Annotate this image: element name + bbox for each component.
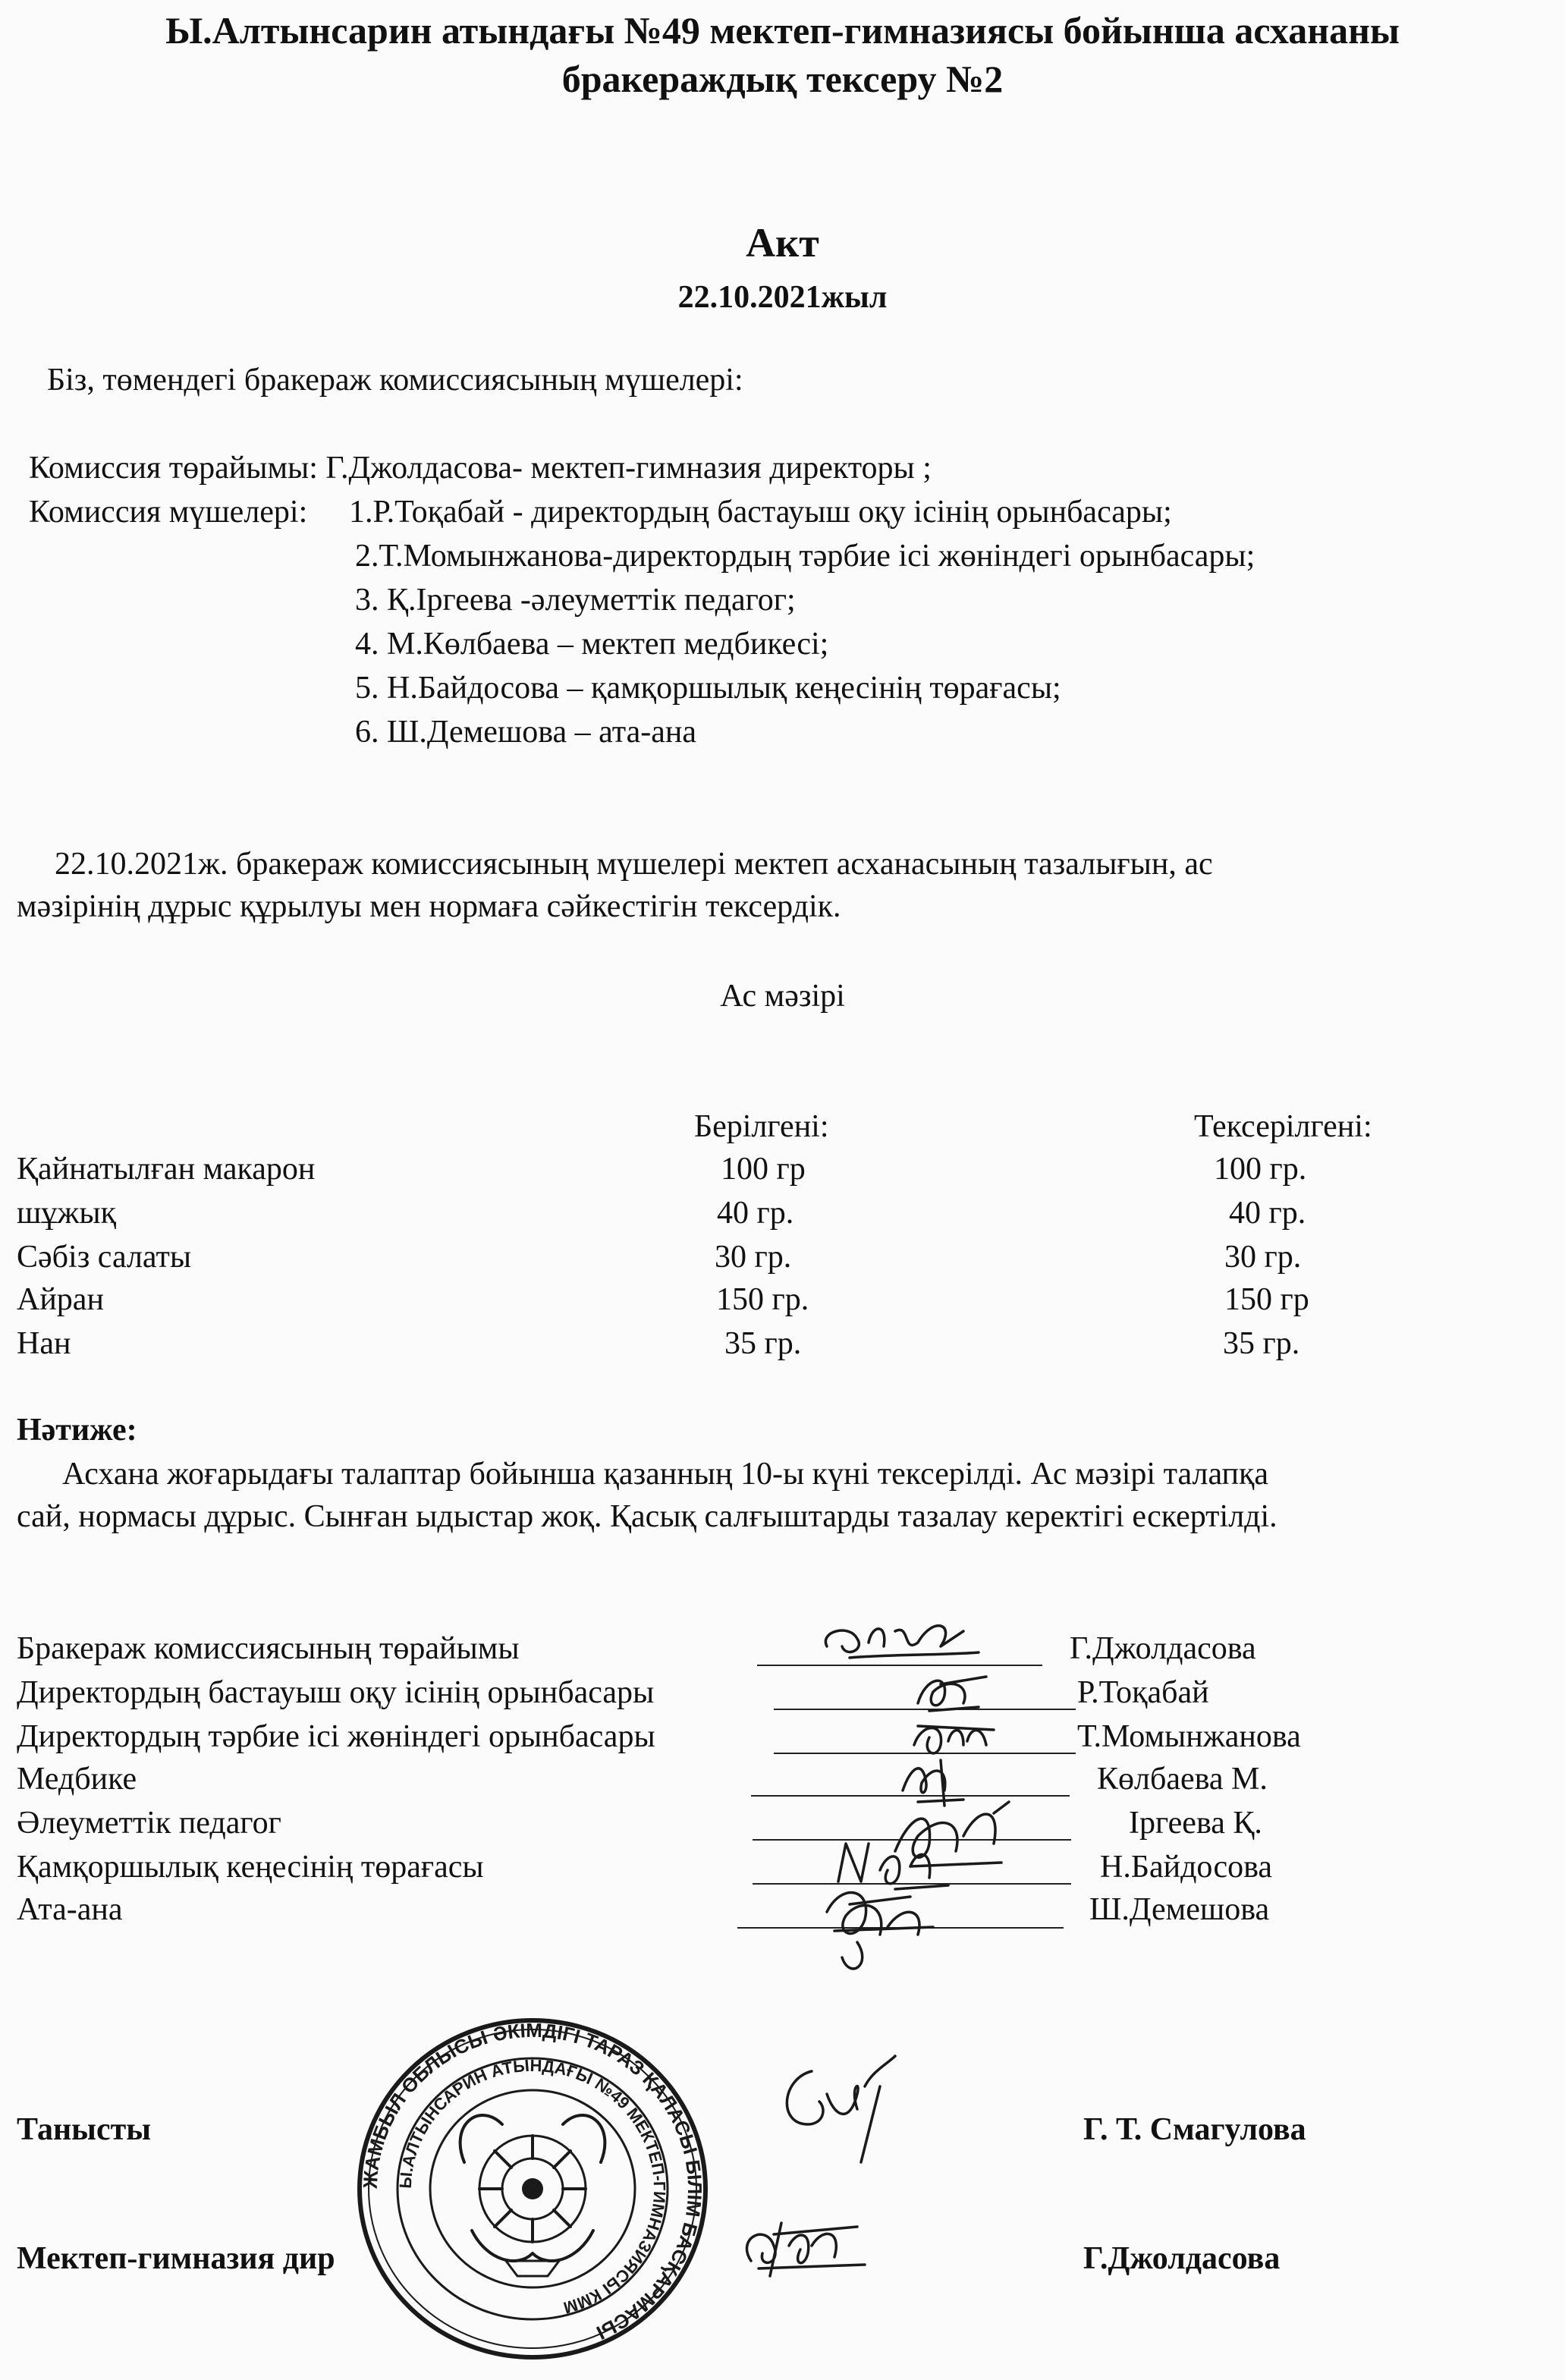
signature-role: Директордың бастауыш оқу ісінің орынбасары [17,1675,655,1710]
signature-role: Бракераж комиссиясының төрайымы [17,1631,520,1666]
signature-name: Р.Тоқабай [1077,1675,1209,1710]
signature-name: Н.Байдосова [1100,1850,1273,1885]
signature-name: Іргеева Қ. [1129,1806,1262,1841]
handwritten-signature-1 [804,1601,994,1669]
commission-members-label: Комиссия мүшелері: [29,495,308,530]
menu-row-item: Қайнатылған макарон [17,1152,316,1187]
signature-role: Медбике [17,1762,137,1797]
menu-row-item: Нан [17,1326,71,1361]
menu-row-item: Айран [17,1282,104,1317]
familiarized-name: Г. Т. Смагулова [1083,2112,1306,2147]
commission-member-2: 2.Т.Момынжанова-директордың тәрбие ісі жөніндегі орынбасары; [355,539,1255,574]
menu-row-item: Сәбіз салаты [17,1240,192,1275]
menu-col-given: Берілгені: [694,1109,829,1144]
commission-member-4: 4. М.Көлбаева – мектеп медбикесі; [355,627,829,662]
result-heading: Нәтиже: [17,1413,137,1448]
result-line1: Асхана жоғарыдағы талаптар бойынша қазанның 10-ы күні тексерілді. Ас мәзірі талапқа [62,1457,1269,1492]
menu-row-checked: 150 гр [1224,1282,1309,1317]
act-date: 22.10.2021жыл [677,280,888,315]
director-name: Г.Джолдасова [1083,2241,1281,2276]
menu-row-given: 35 гр. [724,1326,802,1361]
commission-chair: Комиссия төрайымы: Г.Джолдасова- мектеп-гимназия директоры ; [29,451,932,486]
handwritten-signature-7 [804,1874,948,1988]
menu-row-given: 100 гр [721,1152,806,1187]
signature-name: Т.Момынжанова [1077,1719,1301,1754]
menu-title: Ас мәзірі [720,979,845,1014]
menu-row-given: 40 гр. [717,1196,794,1231]
menu-row-checked: 100 гр. [1214,1152,1307,1187]
menu-row-given: 30 гр. [715,1240,792,1275]
stamp-outer-text: ЖАМБЫЛ ОБЛЫСЫ ӘКІМДІГІ ТАРАЗ ҚАЛАСЫ БІЛІМ БАСҚАРМАСЫ [358,2018,707,2345]
director-label: Мектеп-гимназия дир [17,2241,335,2276]
menu-row-checked: 30 гр. [1224,1240,1302,1275]
menu-row-checked: 40 гр. [1229,1196,1306,1231]
document-title-line1: Ы.Алтынсарин атындағы №49 мектеп-гимназиясы бойынша асхананы [165,9,1400,52]
handwritten-signature-9 [728,2193,880,2299]
commission-member-6: 6. Ш.Демешова – ата-ана [355,715,696,750]
document-title-line2: бракераждық тексеру №2 [561,58,1004,100]
intro-text: Біз, төмендегі бракераж комиссиясының мүшелері: [47,363,743,398]
signature-role: Әлеуметтік педагог [17,1806,281,1841]
menu-row-checked: 35 гр. [1223,1326,1300,1361]
familiarized-label: Танысты [17,2112,152,2147]
commission-member-1: 1.Р.Тоқабай - директордың бастауыш оқу ісінің орынбасары; [349,495,1172,530]
menu-row-given: 150 гр. [716,1282,809,1317]
official-stamp [350,2011,715,2367]
signature-name: Ш.Демешова [1089,1892,1270,1927]
commission-member-5: 5. Н.Байдосова – қамқоршылық кеңесінің төрағасы; [355,671,1061,706]
inspection-paragraph-line1: 22.10.2021ж. бракераж комиссиясының мүшелері мектеп асханасының тазалығын, ас [55,847,1213,882]
signature-role: Қамқоршылық кеңесінің төрағасы [17,1850,484,1885]
handwritten-signature-8 [766,2041,918,2170]
inspection-paragraph-line2: мәзірінің дұрыс құрылуы мен нормаға сәйкестігін тексердік. [17,889,841,924]
signature-role: Ата-ана [17,1892,123,1927]
signature-role: Директордың тәрбие ісі жөніндегі орынбасары [17,1719,655,1754]
menu-col-checked: Тексерілгені: [1194,1109,1372,1144]
act-heading: Акт [746,220,819,266]
signature-name: Көлбаева М. [1097,1762,1268,1797]
menu-row-item: шұжық [17,1196,116,1231]
stamp-inner-text: Ы.АЛТЫНСАРИН АТЫНДАҒЫ №49 МЕКТЕП-ГИМНАЗИЯСЫ КММ [395,2055,670,2318]
signature-name: Г.Джолдасова [1070,1631,1256,1666]
result-line2: сай, нормасы дұрыс. Сынған ыдыстар жоқ. Қасық салғыштарды тазалау керектігі ескертілді. [17,1499,1277,1534]
commission-member-3: 3. Қ.Іргеева -әлеуметтік педагог; [355,583,796,618]
